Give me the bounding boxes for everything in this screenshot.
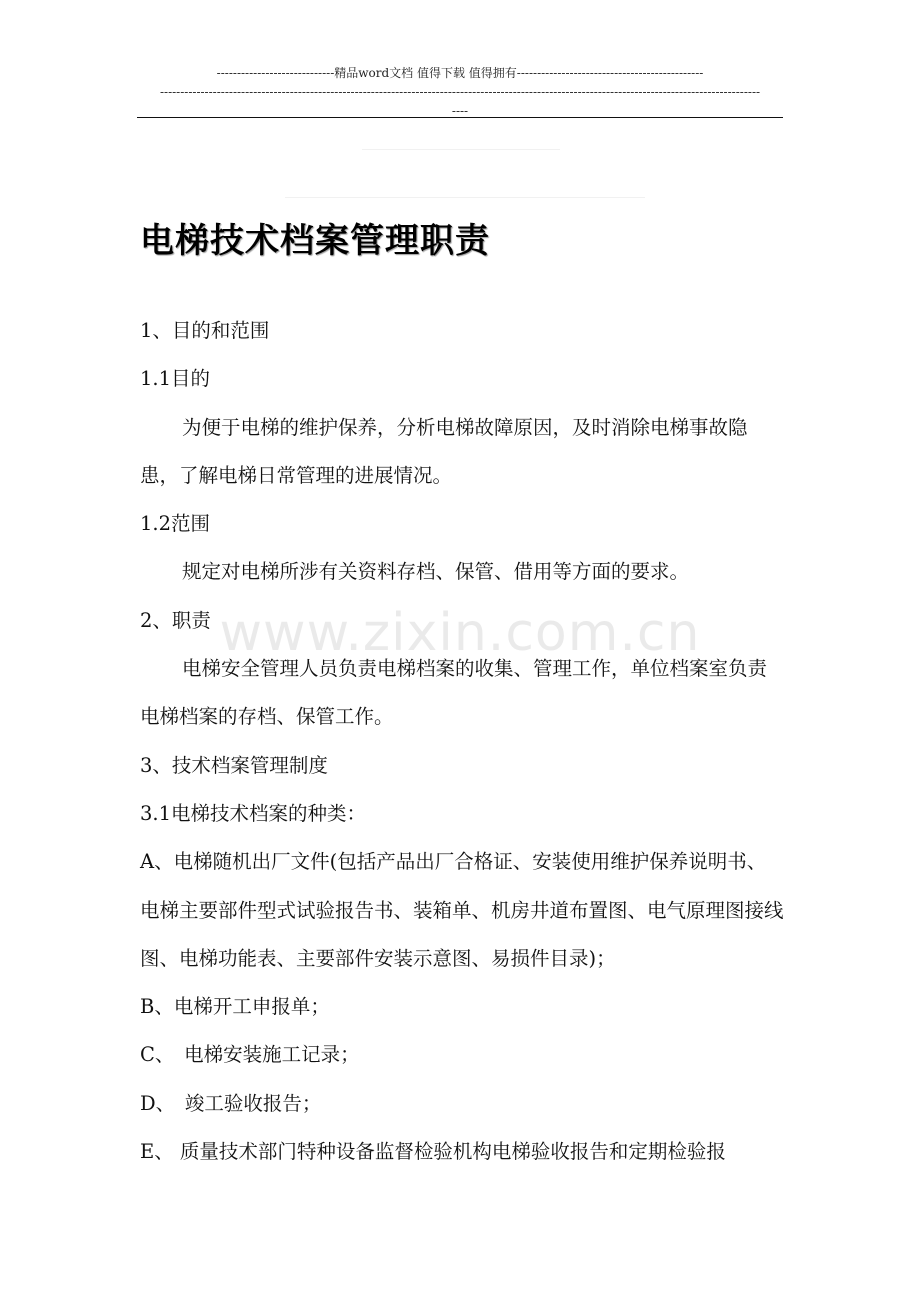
faint-divider-2 [285,197,645,198]
paragraph: 电梯安全管理人员负责电梯档案的收集、管理工作，单位档案室负责电梯档案的存档、保管工作。 [140,657,768,729]
paragraph: D、 竣工验收报告； [140,1091,322,1115]
document-body [140,307,785,1176]
header-rule [137,117,783,118]
paragraph: B、电梯开工申报单； [140,995,330,1019]
paragraph: 1.2范围 [140,512,211,536]
watermark-text: www.zixin.com.cn [219,603,701,663]
paragraph: 3.1电梯技术档案的种类： [140,801,367,825]
faint-divider-1 [362,149,560,150]
paragraph: 3、技术档案管理制度 [140,753,328,777]
page-header [137,64,783,121]
document-title: 电梯技术档案管理职责 [140,221,490,261]
paragraph: 为便于电梯的维护保养，分析电梯故障原因，及时消除电梯事故隐患，了解电梯日常管理的进展情况。 [140,415,748,487]
paragraph: E、 质量技术部门特种设备监督检验机构电梯验收报告和定期检验报 [140,1140,726,1164]
header-line-2: ---------------------------------------------------------------------------------------------------------------------------------------------------- [159,85,761,99]
paragraph: 1.1目的 [140,367,211,391]
header-line-3: ---- [451,104,469,118]
header-line-1: -----------------------------精品word文档 值得下载 值得拥有---------------------------------------------- [216,66,704,80]
paragraph: 2、职责 [140,608,211,632]
paragraph: 1、目的和范围 [140,319,270,342]
paragraph: C、 电梯安装施工记录； [140,1043,360,1067]
paragraph: A、电梯随机出厂文件(包括产品出厂合格证、安装使用维护保养说明书、电梯主要部件型式试验报告书、装箱单、机房井道布置图、电气原理图接线图、电梯功能表、主要部件安装示意图、易损件目录)； [140,850,784,970]
paragraph: 规定对电梯所涉有关资料存档、保管、借用等方面的要求。 [182,560,690,584]
